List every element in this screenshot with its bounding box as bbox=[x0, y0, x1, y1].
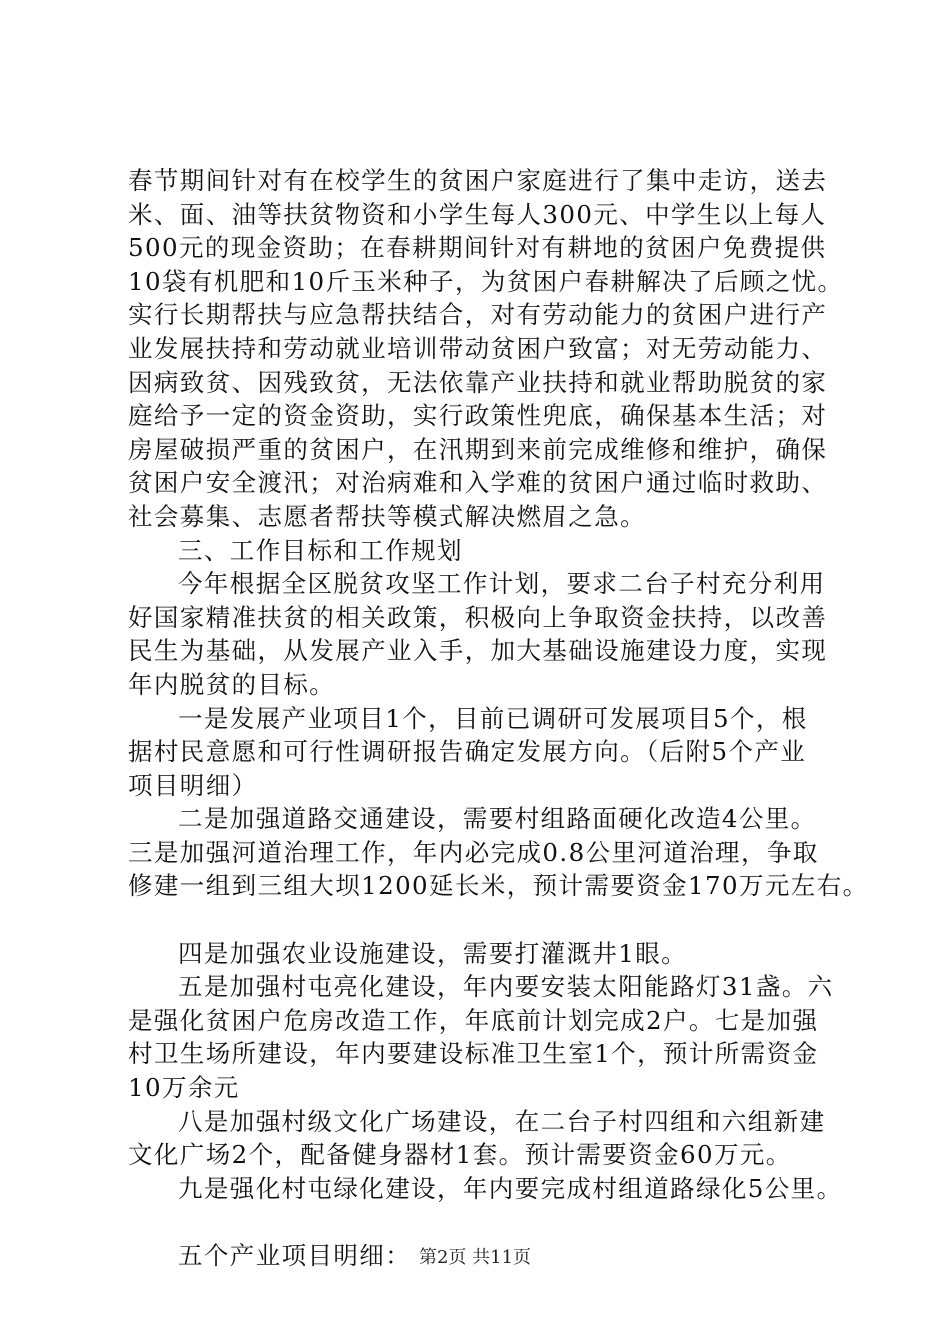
text-line: 好国家精准扶贫的相关政策，积极向上争取资金扶持，以改善 bbox=[128, 602, 828, 632]
text-line: 文化广场2个，配备健身器材1套。预计需要资金60万元。 bbox=[128, 1140, 792, 1170]
text-line: 因病致贫、因残致贫，无法依靠产业扶持和就业帮助脱贫的家 bbox=[128, 367, 828, 397]
document-body bbox=[128, 164, 869, 1273]
text-line: 修建一组到三组大坝1200延长米，预计需要资金170万元左右。 bbox=[128, 871, 869, 901]
text-line: 社会募集、志愿者帮扶等模式解决燃眉之急。 bbox=[128, 501, 646, 531]
text-line: 500元的现金资助；在春耕期间针对有耕地的贫困户免费提供 bbox=[128, 233, 827, 263]
text-line: 民生为基础，从发展产业入手，加大基础设施建设力度，实现 bbox=[128, 636, 828, 666]
text-line: 今年根据全区脱贫攻坚工作计划，要求二台子村充分利用 bbox=[178, 569, 826, 599]
text-line: 米、面、油等扶贫物资和小学生每人300元、中学生以上每人 bbox=[128, 199, 827, 229]
section-heading: 三、工作目标和工作规划 bbox=[178, 535, 463, 565]
text-line: 据村民意愿和可行性调研报告确定发展方向。（后附5个产业 bbox=[128, 737, 807, 767]
text-line: 项目明细） bbox=[128, 770, 258, 800]
text-line: 庭给予一定的资金资助，实行政策性兜底，确保基本生活；对 bbox=[128, 401, 828, 431]
text-line: 贫困户安全渡汛；对治病难和入学难的贫困户通过临时救助、 bbox=[128, 468, 828, 498]
text-line: 八是加强村级文化广场建设，在二台子村四组和六组新建 bbox=[178, 1106, 826, 1136]
text-line: 10万余元 bbox=[128, 1073, 240, 1103]
page-number-footer: 第2页 共11页 bbox=[418, 1247, 532, 1268]
text-line: 二是加强道路交通建设，需要村组路面硬化改造4公里。 bbox=[178, 804, 817, 834]
text-line: 村卫生场所建设，年内要建设标准卫生室1个，预计所需资金 bbox=[128, 1039, 819, 1069]
text-line: 业发展扶持和劳动就业培训带动贫困户致富；对无劳动能力、 bbox=[128, 333, 828, 363]
subsection-heading: 五个产业项目明细： bbox=[178, 1241, 412, 1270]
text-line: 五是加强村屯亮化建设，年内要安装太阳能路灯31盏。六 bbox=[178, 972, 834, 1002]
text-line: 10袋有机肥和10斤玉米种子，为贫困户春耕解决了后顾之忧。 bbox=[128, 266, 844, 296]
text-line: 房屋破损严重的贫困户，在汛期到来前完成维修和维护，确保 bbox=[128, 434, 828, 464]
text-line: 一是发展产业项目1个，目前已调研可发展项目5个，根 bbox=[178, 703, 808, 733]
text-line: 春节期间针对有在校学生的贫困户家庭进行了集中走访，送去 bbox=[128, 166, 828, 195]
text-line: 年内脱贫的目标。 bbox=[128, 669, 336, 699]
text-line: 实行长期帮扶与应急帮扶结合，对有劳动能力的贫困户进行产 bbox=[128, 300, 828, 330]
text-line: 是强化贫困户危房改造工作，年底前计划完成2户。七是加强 bbox=[128, 1005, 819, 1035]
text-line: 四是加强农业设施建设，需要打灌溉井1眼。 bbox=[178, 938, 688, 968]
blank-line bbox=[128, 903, 828, 937]
text-line: 三是加强河道治理工作，年内必完成0.8公里河道治理，争取 bbox=[128, 837, 819, 867]
blank-line bbox=[128, 1205, 828, 1239]
text-line: 九是强化村屯绿化建设，年内要完成村组道路绿化5公里。 bbox=[178, 1173, 843, 1203]
